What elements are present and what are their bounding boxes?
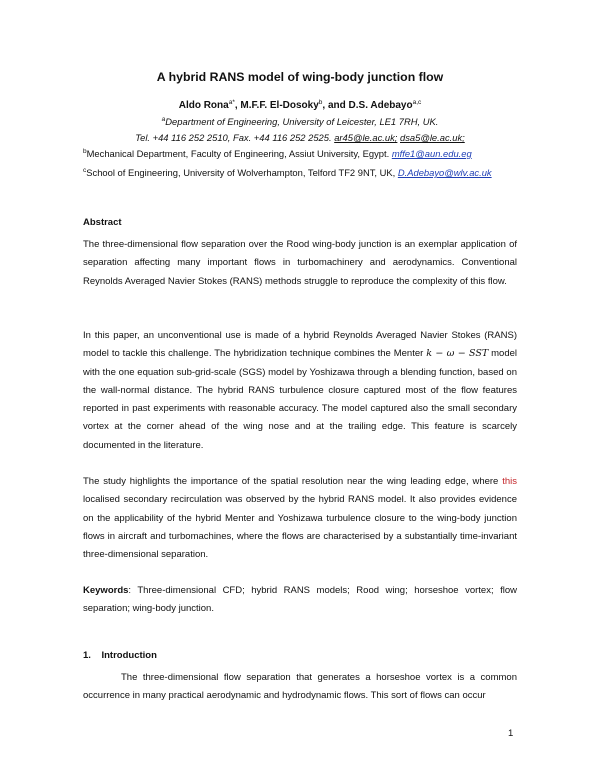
abstract-heading: Abstract xyxy=(83,217,122,228)
affiliation-a-text: Department of Engineering, University of Leicester, LE1 7RH, UK. xyxy=(165,116,439,127)
author-adebayo-sup: a,c xyxy=(412,99,422,106)
abstract-p3-end: localised secondary recirculation was observed by the hybrid RANS model. It also provides evidence on the applicability of the hybrid Menter and Yoshizawa turbulence closure to the wing-body junction flows in aircraft and turbomachines, where the flows are characterised by a substantially time-invariant three-dimensional separation. xyxy=(83,494,517,561)
sst-math: k − ω − SST xyxy=(426,348,489,360)
affiliation-b-text: Mechanical Department, Faculty of Engineering, Assiut University, Egypt. xyxy=(86,148,390,159)
paper-title: A hybrid RANS model of wing-body junction flow xyxy=(156,70,444,84)
abstract-paragraph-2 xyxy=(83,327,517,455)
affiliation-a xyxy=(0,116,600,127)
author-el-dosoky: , M.F.F. El-Dosoky xyxy=(234,100,319,111)
email-adebayo-wlv[interactable]: D.Adebayo@wlv.ac.uk xyxy=(397,167,492,178)
contact-phone-fax: Tel. +44 116 252 2510, Fax. +44 116 252 2525. xyxy=(135,132,332,143)
email-adebayo-le[interactable]: dsa5@le.ac.uk; xyxy=(400,132,465,143)
email-rona[interactable]: ar45@le.ac.uk; xyxy=(334,132,398,143)
author-adebayo: , and D.S. Adebayo xyxy=(322,100,413,111)
author-el-dosoky-sup: b xyxy=(318,99,323,106)
introduction-heading: 1. Introduction xyxy=(83,650,157,661)
author-line xyxy=(0,100,600,111)
page-number: 1 xyxy=(508,728,514,739)
affiliation-c xyxy=(83,167,523,178)
abstract-p2-end: model with the one equation sub-grid-scale (SGS) model by Yoshizawa through a blending function, based on the wall-normal distance. The hybrid RANS turbulence closure captured most of the flow features reported in past experiments with reasonable accuracy. The model captured also the small secondary vortex at the corner ahead of the wing nose and at the trailing edge. This feature is scarcely documented in the literature. xyxy=(83,348,517,451)
introduction-paragraph-1 xyxy=(83,669,517,706)
keywords-paragraph xyxy=(83,582,517,619)
highlighted-word: this xyxy=(502,476,518,487)
email-el-dosoky[interactable]: mffe1@aun.edu.eg xyxy=(391,148,472,159)
abstract-paragraph-1: The three-dimensional flow separation over the Rood wing-body junction is an exemplar application of separation affecting many important flows in turbomachinery and aerodynamics. Conventional Reynolds Averaged Navier Stokes (RANS) methods struggle to reproduce the complexity of this flow. xyxy=(83,239,517,287)
keywords-text: : Three-dimensional CFD; hybrid RANS models; Rood wing; horseshoe vortex; flow separation; wing-body junction. xyxy=(83,585,517,615)
affiliation-a-sup: a xyxy=(161,116,166,123)
affiliation-a-contact xyxy=(0,132,600,143)
author-rona-sup: a* xyxy=(228,99,235,106)
abstract-p3-start: The study highlights the importance of the spatial resolution near the wing leading edge, where xyxy=(83,476,499,487)
affiliation-c-text: School of Engineering, University of Wolverhampton, Telford TF2 9NT, UK, xyxy=(86,167,396,178)
keywords-label: Keywords xyxy=(83,585,129,596)
introduction-p1-text: The three-dimensional flow separation that generates a horseshoe vortex is a common occurrence in many practical aerodynamic and hydrodynamic flows. This sort of flows can occur xyxy=(83,672,517,702)
affiliation-c-sup: c xyxy=(83,167,87,174)
author-rona: Aldo Rona xyxy=(178,100,229,111)
abstract-p2-start: In this paper, an unconventional use is made of a hybrid Reynolds Averaged Navier Stokes (RANS) model to tackle this challenge. The hybridization technique combines the Menter xyxy=(83,330,517,360)
affiliation-b xyxy=(83,148,523,159)
abstract-paragraph-3 xyxy=(83,473,517,564)
affiliation-b-sup: b xyxy=(83,148,87,155)
